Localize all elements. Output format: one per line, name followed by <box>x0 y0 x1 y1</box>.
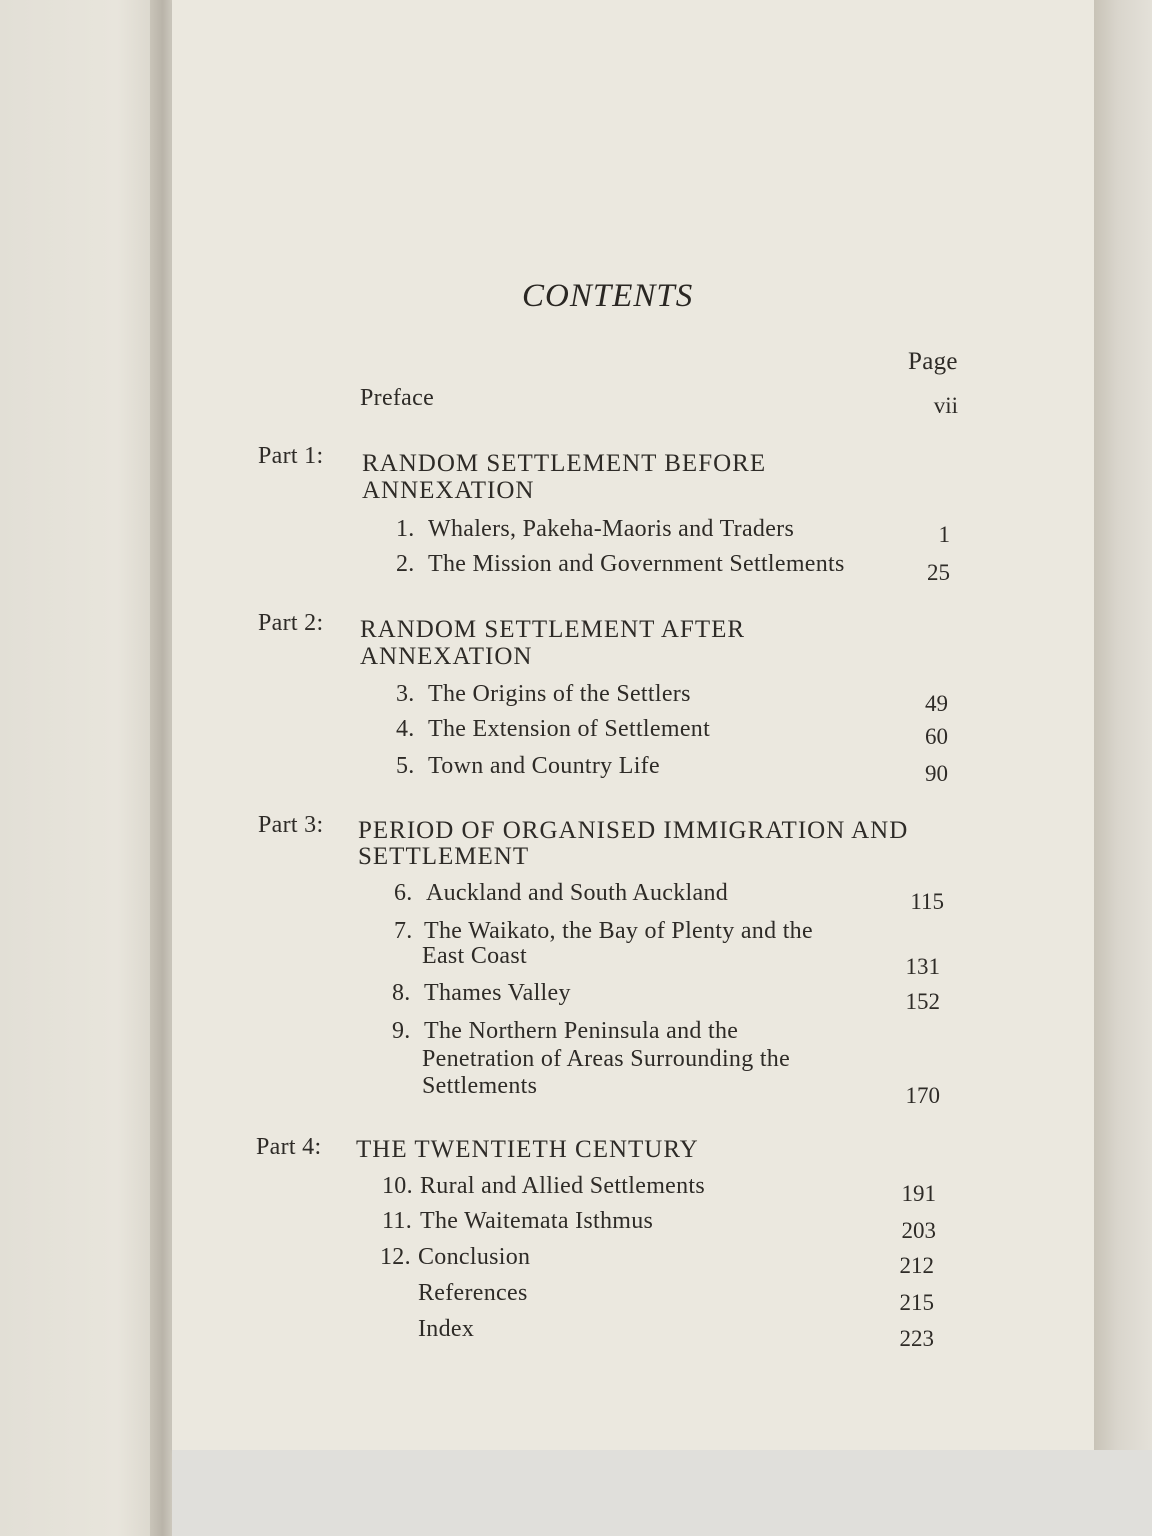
chapter-title: Conclusion <box>418 1244 531 1270</box>
chapter-page: 152 <box>905 989 940 1014</box>
page-title: CONTENTS <box>522 278 694 314</box>
chapter-number: 5. <box>396 753 415 779</box>
chapter-number: 4. <box>396 716 415 742</box>
chapter-title: The Waikato, the Bay of Plenty and the <box>424 918 813 944</box>
page-edge <box>1094 0 1152 1536</box>
chapter-title: The Waitemata Isthmus <box>420 1208 654 1234</box>
part-label: Part 4: <box>256 1134 322 1160</box>
chapter-number: 2. <box>396 551 415 577</box>
chapter-title: Settlements <box>422 1073 538 1099</box>
part-title-line: RANDOM SETTLEMENT AFTER <box>360 616 746 643</box>
part-title-line: ANNEXATION <box>360 643 533 670</box>
chapter-page: 90 <box>925 761 948 786</box>
chapter-title: Thames Valley <box>424 980 571 1006</box>
chapter-page: 115 <box>910 889 944 914</box>
chapter-number: 11. <box>382 1208 413 1234</box>
chapter-number: 8. <box>392 980 411 1006</box>
part-title-line: RANDOM SETTLEMENT BEFORE <box>362 450 767 477</box>
part-label: Part 3: <box>258 812 324 838</box>
chapter-page: 191 <box>901 1181 936 1206</box>
chapter-title: Auckland and South Auckland <box>426 880 729 906</box>
preface-label: Preface <box>360 385 435 411</box>
chapter-title: The Mission and Government Settlements <box>428 551 845 577</box>
index-label: Index <box>418 1316 475 1342</box>
chapter-page: 170 <box>905 1083 940 1108</box>
chapter-number: 1. <box>396 516 415 542</box>
part-title-line: ANNEXATION <box>362 477 535 504</box>
chapter-title: Rural and Allied Settlements <box>420 1173 706 1199</box>
chapter-number: 7. <box>394 918 413 944</box>
part-title-line: SETTLEMENT <box>358 843 530 870</box>
chapter-page: 60 <box>925 724 948 749</box>
chapter-number: 3. <box>396 681 415 707</box>
chapter-page: 25 <box>927 560 950 585</box>
chapter-number: 10. <box>382 1173 413 1199</box>
chapter-page: 49 <box>925 691 948 716</box>
chapter-page: 203 <box>901 1218 936 1243</box>
part-label: Part 2: <box>258 610 324 636</box>
chapter-number: 12. <box>380 1244 411 1270</box>
background-surface <box>172 1450 1152 1536</box>
chapter-page: 131 <box>905 954 940 979</box>
index-page: 223 <box>899 1326 934 1351</box>
preface-page: vii <box>933 393 958 418</box>
part-label: Part 1: <box>258 443 324 469</box>
chapter-number: 9. <box>392 1018 411 1044</box>
chapter-title: The Extension of Settlement <box>428 716 711 742</box>
references-page: 215 <box>899 1290 934 1315</box>
chapter-title: The Northern Peninsula and the <box>424 1018 739 1044</box>
chapter-number: 6. <box>394 880 413 906</box>
chapter-page: 212 <box>899 1253 934 1278</box>
chapter-title: East Coast <box>422 943 527 969</box>
chapter-title: Whalers, Pakeha-Maoris and Traders <box>428 516 795 542</box>
left-page <box>0 0 168 1536</box>
chapter-title: Penetration of Areas Surrounding the <box>422 1046 791 1072</box>
part-title-line: THE TWENTIETH CENTURY <box>356 1136 699 1163</box>
chapter-title: The Origins of the Settlers <box>428 681 691 707</box>
page-column-label: Page <box>908 348 958 375</box>
part-title-line: PERIOD OF ORGANISED IMMIGRATION AND <box>358 817 909 844</box>
references-label: References <box>418 1280 528 1306</box>
chapter-page: 1 <box>938 522 950 547</box>
chapter-title: Town and Country Life <box>428 753 660 779</box>
